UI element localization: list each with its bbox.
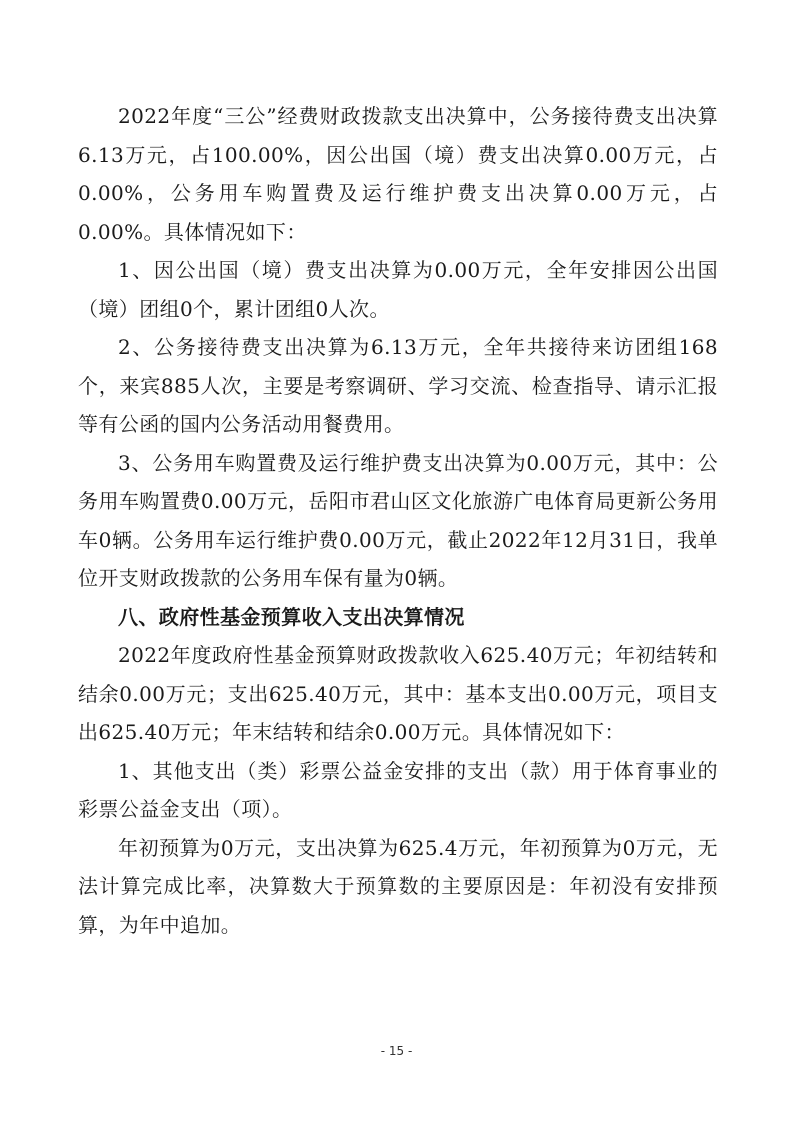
paragraph-official-reception: 2、公务接待费支出决算为6.13万元，全年共接待来访团组168个，来宾885人次，主要是考察调研、学习交流、检查指导、请示汇报等有公函的国内公务活动用餐费用。 [78,335,718,436]
paragraph-official-vehicles: 3、公务用车购置费及运行维护费支出决算为0.00万元，其中：公务用车购置费0.00万元，岳阳市君山区文化旅游广电体育局更新公务用车0辆。公务用车运行维护费0.00万元，截止2022年12月31日，我单位开支财政拨款的公务用车保有量为0辆。 [78,450,718,590]
paragraph-budget-explanation: 年初预算为0万元，支出决算为625.4万元，年初预算为0万元，无法计算完成比率，决算数大于预算数的主要原因是：年初没有安排预算，为年中追加。 [78,835,718,937]
paragraph-overseas-travel: 1、因公出国（境）费支出决算为0.00万元，全年安排因公出国（境）团组0个，累计团组0人次。 [78,258,718,321]
document-body [78,97,718,944]
paragraph-three-public-summary: 2022年度“三公”经费财政拨款支出决算中，公务接待费支出决算6.13万元，占100.00%，因公出国（境）费支出决算0.00万元，占0.00%，公务用车购置费及运行维护费支出决算0.00万元，占0.00%。具体情况如下： [78,104,718,244]
paragraph-lottery-fund-item: 1、其他支出（类）彩票公益金安排的支出（款）用于体育事业的彩票公益金支出（项）。 [78,758,718,821]
section-heading-government-fund: 八、政府性基金预算收入支出决算情况 [118,604,465,629]
page-number: - 15 - [380,1044,413,1058]
paragraph-government-fund-summary: 2022年度政府性基金预算财政拨款收入625.40万元；年初结转和结余0.00万元；支出625.40万元，其中：基本支出0.00万元，项目支出625.40万元；年末结转和结余0.00万元。具体情况如下： [78,643,718,744]
